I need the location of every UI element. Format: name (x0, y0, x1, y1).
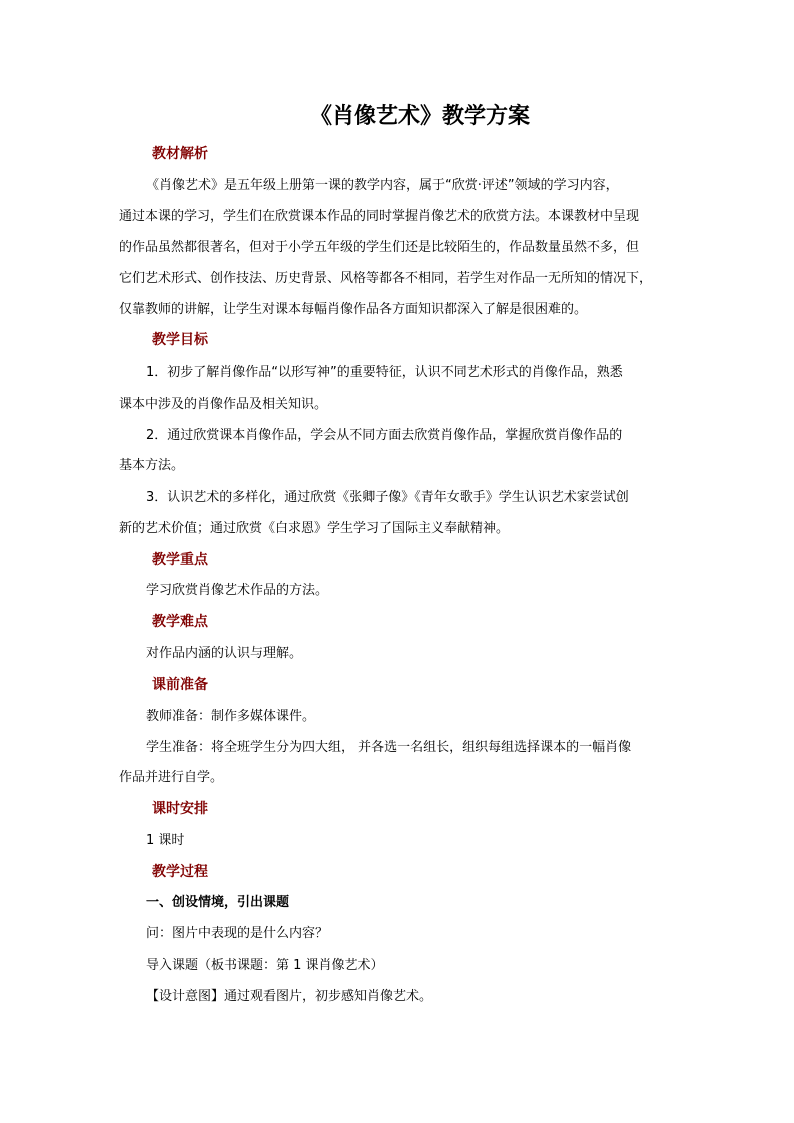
paragraph-line: 作品并进行自学。 (119, 770, 224, 785)
section-heading-goals: 教学目标 (152, 332, 208, 348)
paragraph-line: 问：图片中表现的是什么内容？ (146, 926, 329, 941)
paragraph-line: 的作品虽然都很著名，但对于小学五年级的学生们还是比较陌生的，作品数量虽然不多，但 (119, 240, 640, 255)
paragraph-line: 学生准备：将全班学生分为四大组， 并各选一名组长，组织每组选择课本的一幅肖像 (146, 740, 632, 755)
paragraph-line: 对作品内涵的认识与理解。 (146, 646, 303, 661)
paragraph-line: 【设计意图】通过观看图片，初步感知肖像艺术。 (146, 989, 433, 1004)
section-heading-difficulty: 教学难点 (152, 614, 208, 630)
page-title: 《肖像艺术》教学方案 (309, 104, 530, 129)
section-heading-process: 教学过程 (152, 864, 208, 880)
paragraph-line: 1．初步了解肖像作品“以形写神”的重要特征，认识不同艺术形式的肖像作品，熟悉 (146, 365, 623, 380)
section-heading-prep: 课前准备 (152, 677, 208, 693)
paragraph-line: 它们艺术形式、创作技法、历史背景、风格等都各不相同，若学生对作品一无所知的情况下， (119, 271, 653, 286)
paragraph-line: 学习欣赏肖像艺术作品的方法。 (146, 583, 329, 598)
section-heading-analysis: 教材解析 (152, 146, 208, 162)
paragraph-line: 1 课时 (146, 833, 185, 848)
paragraph-line: 2．通过欣赏课本肖像作品，学会从不同方面去欣赏肖像作品，掌握欣赏肖像作品的 (146, 428, 623, 443)
paragraph-line: 基本方法。 (119, 458, 185, 473)
paragraph-line: 课本中涉及的肖像作品及相关知识。 (119, 397, 328, 412)
paragraph-line: 《肖像艺术》是五年级上册第一课的教学内容，属于“欣赏·评述”领域的学习内容， (146, 178, 619, 193)
paragraph-line: 仅靠教师的讲解，让学生对课本每幅肖像作品各方面知识都深入了解是很困难的。 (119, 302, 588, 317)
paragraph-line: 教师准备：制作多媒体课件。 (146, 709, 316, 724)
paragraph-line: 导入课题（板书课题：第 1 课肖像艺术） (146, 958, 384, 973)
paragraph-line: 新的艺术价值；通过欣赏《白求恩》学生学习了国际主义奉献精神。 (119, 521, 510, 536)
section-heading-schedule: 课时安排 (152, 801, 208, 817)
sub-heading: 一、创设情境，引出课题 (146, 895, 290, 910)
section-heading-key: 教学重点 (152, 552, 208, 568)
paragraph-line: 3．认识艺术的多样化，通过欣赏《张卿子像》《青年女歌手》学生认识艺术家尝试创 (146, 490, 629, 505)
paragraph-line: 通过本课的学习，学生们在欣赏课本作品的同时掌握肖像艺术的欣赏方法。本课教材中呈现 (119, 209, 640, 224)
